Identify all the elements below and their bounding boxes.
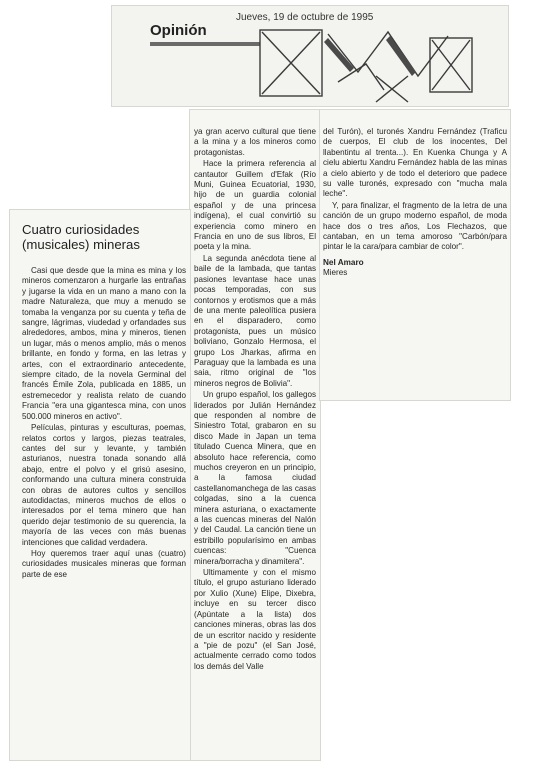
headline-line-1: Cuatro curiosidades xyxy=(22,222,140,237)
paragraph: Hace la primera referencia al cantautor Guillem d'Efak (Río Muni, Guinea Ecuatorial, 1930, hijo de un guardia colonial español y de una princesa indígena), el cual convirtió su experiencia como minero en Francia en uno de sus libros, El poeta y la mina. xyxy=(194,159,316,252)
paragraph: Casi que desde que la mina es mina y los mineros comenzaron a hurgarle las entrañas y jugarse la vida en un mano a mano con la madre Naturaleza, que muy a menudo se tomaba la venganza por su cuenta y teña de sangre, lágrimas, viudedad y orfandades sus alrededores, ambos, mina y mineros, tienen un lugar, más o menos amplio, más o menos brillante, en fondo y forma, en las letras y artes, con el extraordinario antecedente, siempre citado, de la novela Germinal del francés Émile Zola, publicada en 1885, un estremecedor y realista relato de cuando Francia "era una gigantesca mina, con unos 500.000 mineros en activo". xyxy=(22,266,186,421)
paragraph: Y, para finalizar, el fragmento de la letra de una canción de un grupo moderno español, de moda hace dos o tres años, Los Flechazos, que cantaban, en un tema amoroso "Carbón/para pintar le la cara/para cambiar de color". xyxy=(323,200,507,252)
headline-line-2: (musicales) mineras xyxy=(22,237,140,252)
paragraph: Hoy queremos traer aquí unas (cuatro) curiosidades musicales mineras que forman parte de ese xyxy=(22,548,186,579)
dateline: Jueves, 19 de octubre de 1995 xyxy=(236,12,374,23)
article-column-middle xyxy=(194,127,316,672)
paragraph: del Turón), el turonés Xandru Fernández (Traficu de cuerpos, El club de los inocentes, Del llabentintu al trenta...). En Kuenka Chunga y A cielu abiertu Xandru Fernández habla de las minas a cielo abierto y de todo el deterioro que padece su valle turonés, expresado con "mucha mala leche". xyxy=(323,127,507,199)
paragraph: Películas, pinturas y esculturas, poemas, relatos cortos y largos, piezas teatrales, cantes del sur y levante, y también asturianos, nuestra tonada sonando allá abajo, entre el polvo y el grisú asesino, conformando una cultura minera construida con obras de autores cultos y sencillos autodidactas, mineros muchos de ellos o interesados por el tema minero que han querido dejar testimonio de su querencia, la mayoría de las veces con más buenas intenciones que calidad verdadera. xyxy=(22,423,186,547)
section-title: Opinión xyxy=(150,22,207,39)
article-headline xyxy=(22,222,192,252)
paragraph: La segunda anécdota tiene al baile de la lambada, que tantas pasiones levantase hace unas pocas temporadas, con sus contornos y erotismos que a más de una mente paleolítica pusiera en el disparadero, como protagonista, pues un músico boliviano, Gonzalo Hermosa, el grupo Los Jharkas, afirma en Paraguay que la lambada es una saia, ritmo original de "los mineros negros de Bolivia". xyxy=(194,253,316,388)
paragraph: Ultimamente y con el mismo título, el grupo asturiano liderado por Xulio (Xune) Elipe, Dixebra, incluye en su tercer disco (Apúntate a la lista) dos canciones mineras, obras las dos de un escritor nacido y residente a "pie de pozu" (el San José, actualmente cerrado como todos los demás del Valle xyxy=(194,568,316,671)
author-place: Mieres xyxy=(323,267,348,277)
author-name: Nel Amaro xyxy=(323,257,364,267)
article-column-left xyxy=(22,266,186,580)
header-illustration xyxy=(258,24,508,104)
paragraph: Un grupo español, los gallegos liderados por Julián Hernández que responden al nombre de Siniestro Total, grabaron en su disco Made in Japan un tema titulado Cuenca Minera, que en absoluto hace referencia, como muchos creyeron en un principio, a la famosa ciudad castellanomanchega de las casas colgadas, sino a la cuenca minera asturiana, o exactamente a las cuencas mineras del Nalón y del Caudal. La canción tiene un estribillo popularísimo en ambas cuencas: "Cuenca minera/borracha y dinamitera". xyxy=(194,390,316,566)
article-column-right xyxy=(323,127,507,278)
paragraph: ya gran acervo cultural que tiene a la mina y a los mineros como protagonistas. xyxy=(194,127,316,157)
section-rule xyxy=(150,42,260,46)
